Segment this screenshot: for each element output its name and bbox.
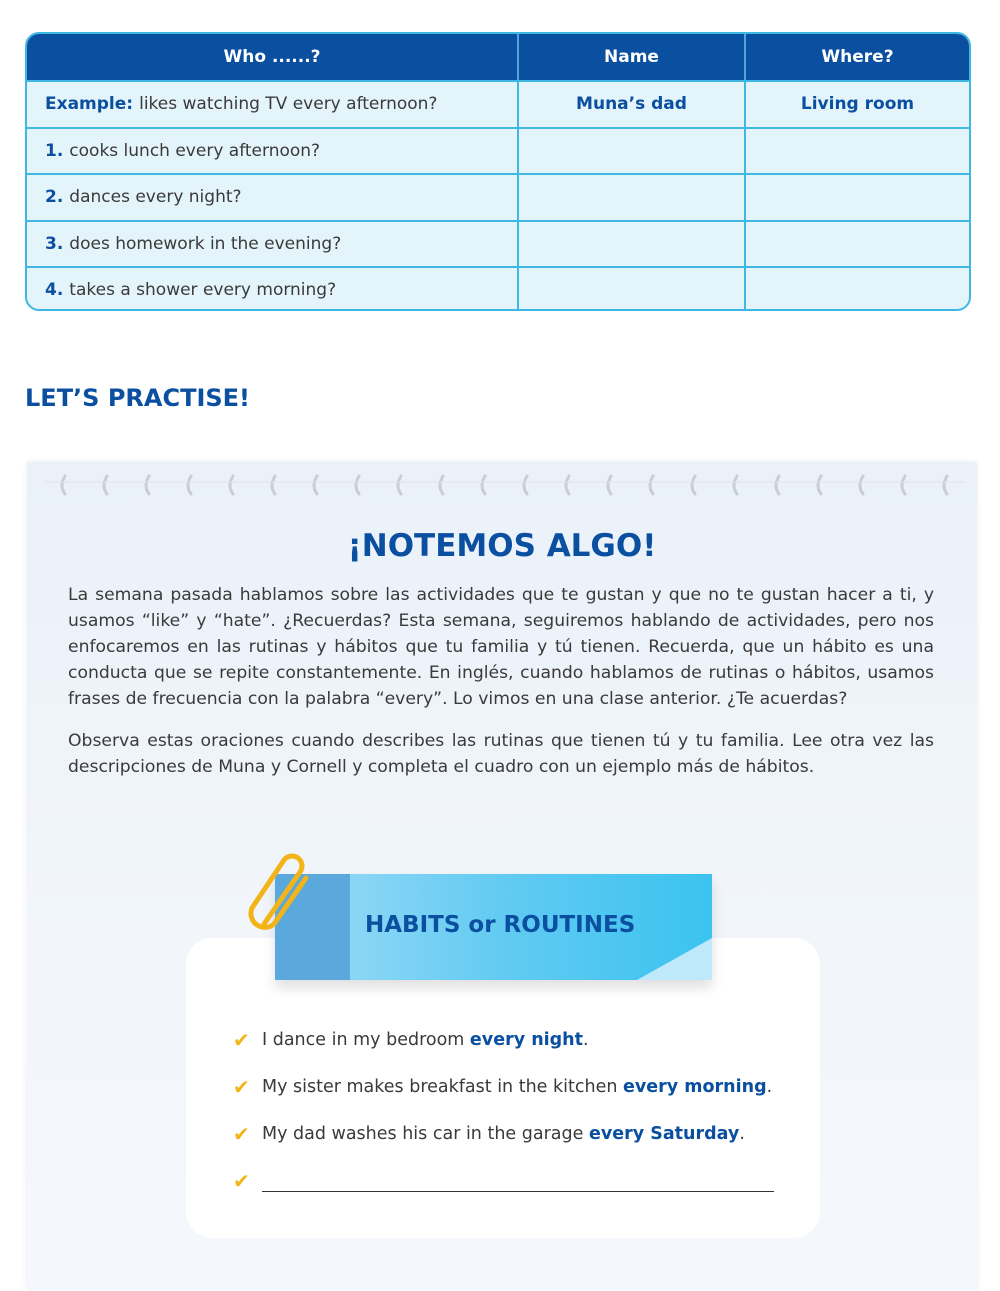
question-cell [27,268,519,311]
name-answer-cell[interactable] [519,268,746,311]
name-answer-cell[interactable] [519,129,746,174]
row-question: takes a shower every morning? [69,280,337,301]
habit-list [233,1016,793,1204]
row-number: 2. [45,187,64,208]
example-question: likes watching TV every afternoon? [139,94,438,115]
example-name: Muna’s dad [576,94,687,115]
question-cell [27,129,519,174]
note-paragraph-1: La semana pasada hablamos sobre las actividades que te gustan y que no te gustan hacer a ti, y usamos “like” y “hate”. ¿Recuerdas? Esta semana, seguiremos hablando de actividades, pero nos enfocaremos en las rutinas y hábitos que tu familia y tú tienen. Recuerda, que un hábito es una conducta que se repite constantemente. En inglés, cuando hablamos de rutinas o hábitos, usamos frases de frecuencia con la palabra “every”. Lo vimos en una clase anterior. ¿Te acuerdas? [68,585,934,709]
name-answer-cell[interactable] [519,175,746,220]
row-number: 4. [45,280,64,301]
list-item [233,1063,793,1110]
check-icon: ✔ [233,1074,250,1099]
habits-title: HABITS or ROUTINES [365,912,636,938]
habit-text: I dance in my bedroom [262,1029,465,1050]
check-icon: ✔ [233,1121,250,1146]
habit-end: . [739,1123,745,1144]
header-name: Name [519,34,746,80]
habit-end: . [766,1076,773,1097]
note-body [68,582,934,796]
table-row [27,220,969,267]
habit-frequency: every night [469,1029,584,1050]
name-answer-cell[interactable] [519,222,746,267]
header-who: Who ......? [27,34,519,80]
row-question: dances every night? [69,187,242,208]
example-question-cell [27,82,519,127]
table-row [27,127,969,174]
example-where: Living room [800,94,915,115]
table-header [27,34,969,80]
table-row [27,173,969,220]
example-name-cell [519,82,746,127]
table-row [27,266,969,311]
row-number: 1. [45,140,64,161]
header-where: Where? [821,47,894,67]
habit-text: My dad washes his car in the garage [262,1123,584,1144]
note-paragraph-2: Observa estas oraciones cuando describes las rutinas que tienen tú y tu familia. Lee otra vez las descripciones de Muna y Cornell y completa el cuadro con un ejemplo más de hábitos. [68,731,934,777]
who-table [25,32,971,311]
section-heading: LET’S PRACTISE! [25,384,250,412]
where-answer-cell[interactable] [746,129,969,174]
spiral-binding-icon [45,468,965,498]
question-cell [27,175,519,220]
where-answer-cell[interactable] [746,268,969,311]
habit-answer-line[interactable] [262,1170,774,1192]
list-item [233,1016,793,1063]
row-number: 3. [45,233,64,254]
row-question: cooks lunch every afternoon? [69,140,321,161]
habit-end: . [583,1029,589,1050]
example-label: Example: [45,94,134,115]
habit-frequency: every Saturday [588,1123,740,1144]
note-title: ¡NOTEMOS ALGO! [347,528,657,564]
list-item-blank [233,1157,793,1204]
table-row-example [27,80,969,127]
check-icon: ✔ [233,1027,250,1052]
where-answer-cell[interactable] [746,222,969,267]
where-answer-cell[interactable] [746,175,969,220]
check-icon: ✔ [233,1168,250,1193]
habit-text: My sister makes breakfast in the kitchen [262,1076,618,1097]
example-where-cell [746,82,969,127]
paperclip-icon [244,852,320,938]
habits-banner [275,874,712,980]
row-question: does homework in the evening? [69,233,342,254]
list-item [233,1110,793,1157]
question-cell [27,222,519,267]
banner-fold [637,938,712,980]
habit-frequency: every morning [623,1076,767,1097]
